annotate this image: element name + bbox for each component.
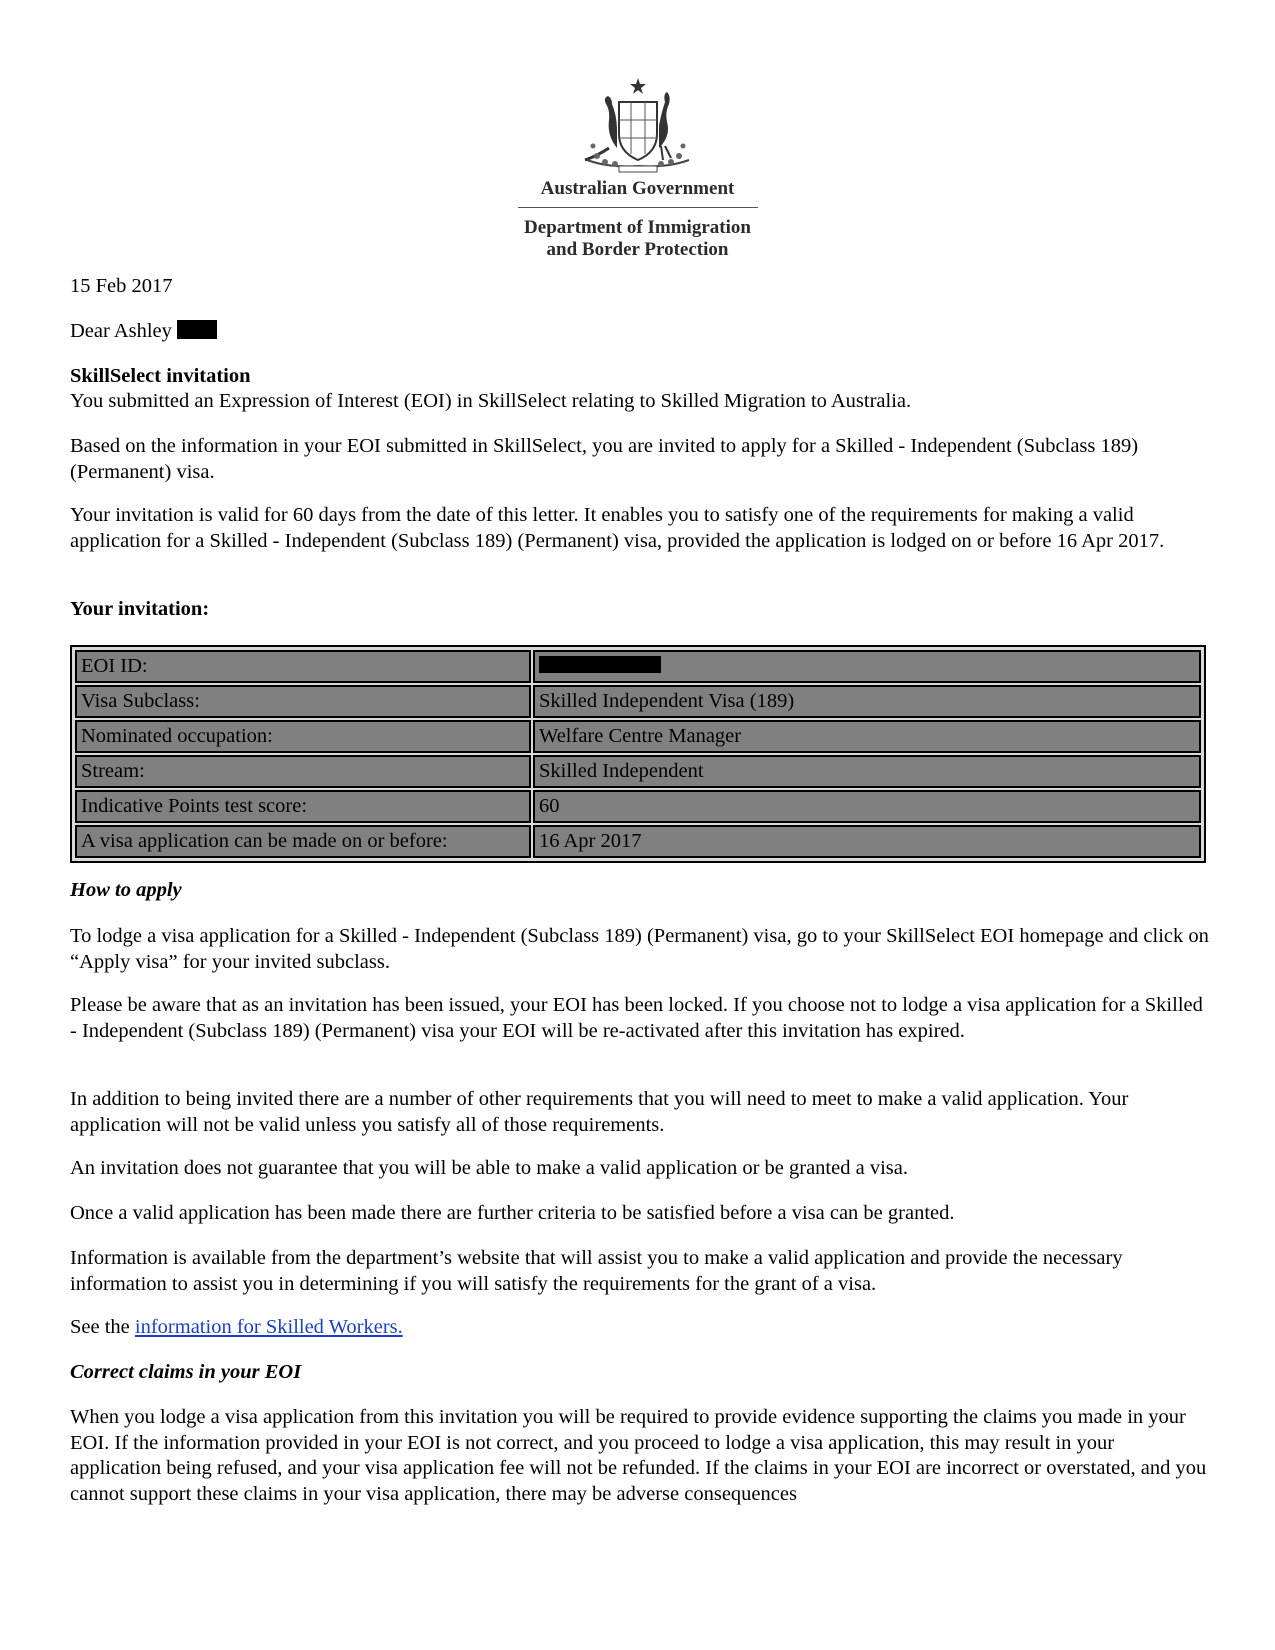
salutation-text: Dear Ashley xyxy=(70,320,172,342)
row-value xyxy=(533,650,1201,683)
row-label: A visa application can be made on or before: xyxy=(75,825,531,858)
row-label: Visa Subclass: xyxy=(75,685,531,718)
row-label: Stream: xyxy=(75,755,531,788)
table-row xyxy=(74,684,1202,719)
table-row xyxy=(74,649,1202,684)
redacted-surname xyxy=(177,320,217,339)
row-label: Indicative Points test score: xyxy=(75,790,531,823)
correct-claims-heading: Correct claims in your EOI xyxy=(70,1361,302,1383)
invitation-table xyxy=(70,645,1206,863)
department-line-1: Department of Immigration xyxy=(524,217,751,238)
how-to-apply-paragraph-2: Please be aware that as an invitation has been issued, your EOI has been locked. If you choose not to lodge a visa application for a Skilled - Independent (Subclass 189) (Permanent) visa your EOI will be re-activated after this invitation has expired. xyxy=(70,994,1203,1042)
department-name xyxy=(0,217,1275,261)
see-information-line xyxy=(70,1315,1210,1341)
how-to-apply-heading: How to apply xyxy=(70,879,182,901)
table-row xyxy=(74,824,1202,859)
row-value: Skilled Independent Visa (189) xyxy=(533,685,1201,718)
how-to-apply-paragraph-1: To lodge a visa application for a Skilled - Independent (Subclass 189) (Permanent) visa, go to your SkillSelect EOI homepage and click on “Apply visa” for your invited subclass. xyxy=(70,925,1209,973)
row-label: EOI ID: xyxy=(75,650,531,683)
intro-paragraph-1: You submitted an Expression of Interest (EOI) in SkillSelect relating to Skilled Migration to Australia. xyxy=(70,390,912,412)
row-value: 16 Apr 2017 xyxy=(533,825,1201,858)
letterhead-divider xyxy=(518,207,758,208)
how-to-apply-paragraph-3: In addition to being invited there are a number of other requirements that you will need to meet to make a valid application. Your application will not be valid unless you satisfy all of those requirements. xyxy=(70,1088,1129,1136)
row-value: Skilled Independent xyxy=(533,755,1201,788)
how-to-apply-paragraph-4: An invitation does not guarantee that you will be able to make a valid application or be granted a visa. xyxy=(70,1157,908,1179)
coat-of-arms-icon xyxy=(579,76,697,174)
subject-heading: SkillSelect invitation xyxy=(70,365,251,387)
government-name: Australian Government xyxy=(540,178,735,199)
intro-paragraph-3: Your invitation is valid for 60 days from the date of this letter. It enables you to satisfy one of the requirements for making a valid application for a Skilled - Independent (Subclass 189) (Permanent) visa, provided the application is lodged on or before 16 Apr 2017. xyxy=(70,504,1165,552)
table-row xyxy=(74,789,1202,824)
salutation xyxy=(70,319,1210,345)
row-value: 60 xyxy=(533,790,1201,823)
invitation-heading: Your invitation: xyxy=(70,598,210,620)
department-line-2: and Border Protection xyxy=(546,239,729,260)
row-label: Nominated occupation: xyxy=(75,720,531,753)
correct-claims-paragraph: When you lodge a visa application from this invitation you will be required to provide evidence supporting the claims you made in your EOI. If the information provided in your EOI is not correct, and you proceed to lodge a visa application, this may result in your application being refused, and your visa application fee will not be refunded. If the claims in your EOI are incorrect or overstated, and you cannot support these claims in your visa application, there may be adverse consequences xyxy=(70,1406,1207,1505)
skilled-workers-link[interactable]: information for Skilled Workers. xyxy=(134,1316,403,1338)
letter-date: 15 Feb 2017 xyxy=(70,275,173,297)
redacted-eoi-id xyxy=(539,656,661,673)
see-prefix: See the xyxy=(70,1316,135,1338)
how-to-apply-paragraph-5: Once a valid application has been made there are further criteria to be satisfied before a visa can be granted. xyxy=(70,1202,955,1224)
intro-paragraph-2: Based on the information in your EOI submitted in SkillSelect, you are invited to apply for a Skilled - Independent (Subclass 189) (Permanent) visa. xyxy=(70,435,1139,483)
table-row xyxy=(74,754,1202,789)
how-to-apply-paragraph-6: Information is available from the department’s website that will assist you to make a valid application and provide the necessary information to assist you in determining if you will satisfy the requirements for the grant of a visa. xyxy=(70,1247,1123,1295)
row-value: Welfare Centre Manager xyxy=(533,720,1201,753)
table-row xyxy=(74,719,1202,754)
